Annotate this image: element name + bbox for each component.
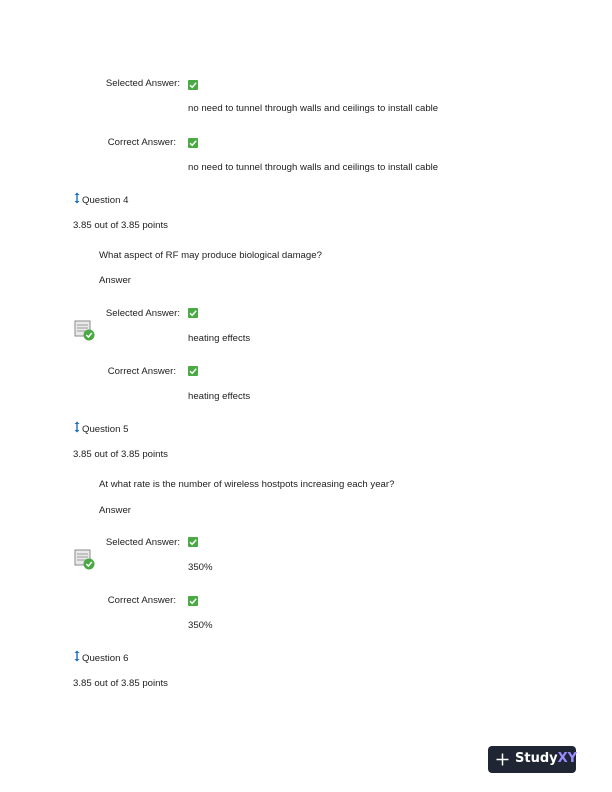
check-icon — [188, 537, 198, 547]
question-4-points: 3.85 out of 3.85 points — [73, 220, 168, 231]
reorder-arrow-icon[interactable] — [73, 192, 81, 204]
studyxy-logo[interactable] — [488, 746, 576, 773]
check-icon — [188, 80, 198, 90]
question-5-answer-heading: Answer — [99, 505, 131, 516]
q5-selected-answer-text: 350% — [188, 562, 213, 573]
check-icon — [188, 366, 198, 376]
graded-question-icon — [74, 549, 96, 571]
question-5-points: 3.85 out of 3.85 points — [73, 449, 168, 460]
reorder-arrow-icon[interactable] — [73, 650, 81, 662]
reorder-arrow-icon[interactable] — [73, 421, 81, 433]
question-4-prompt: What aspect of RF may produce biological damage? — [99, 250, 322, 261]
question-6-title: Question 6 — [82, 653, 129, 664]
q4-selected-answer-label: Selected Answer: — [105, 308, 180, 319]
check-icon — [188, 138, 198, 148]
logo-wordmark: StudyXY — [515, 751, 578, 766]
graded-question-icon — [74, 320, 96, 342]
plus-icon — [496, 753, 509, 766]
question-4-title: Question 4 — [82, 195, 129, 206]
check-icon — [188, 308, 198, 318]
q3-correct-answer-text: no need to tunnel through walls and ceilings to install cable — [188, 162, 439, 173]
check-icon — [188, 596, 198, 606]
q3-correct-answer-label: Correct Answer: — [107, 137, 176, 148]
q3-selected-answer-text: no need to tunnel through walls and ceilings to install cable — [188, 103, 439, 114]
q4-correct-answer-label: Correct Answer: — [107, 366, 176, 377]
question-6-points: 3.85 out of 3.85 points — [73, 678, 168, 689]
q4-selected-answer-text: heating effects — [188, 333, 251, 344]
q3-selected-answer-label: Selected Answer: — [105, 78, 180, 89]
question-4-answer-heading: Answer — [99, 275, 131, 286]
q4-correct-answer-text: heating effects — [188, 391, 251, 402]
q5-correct-answer-label: Correct Answer: — [107, 595, 176, 606]
q5-correct-answer-text: 350% — [188, 620, 213, 631]
q5-selected-answer-label: Selected Answer: — [105, 537, 180, 548]
question-5-prompt: At what rate is the number of wireless hostpots increasing each year? — [99, 479, 395, 490]
question-5-title: Question 5 — [82, 424, 129, 435]
